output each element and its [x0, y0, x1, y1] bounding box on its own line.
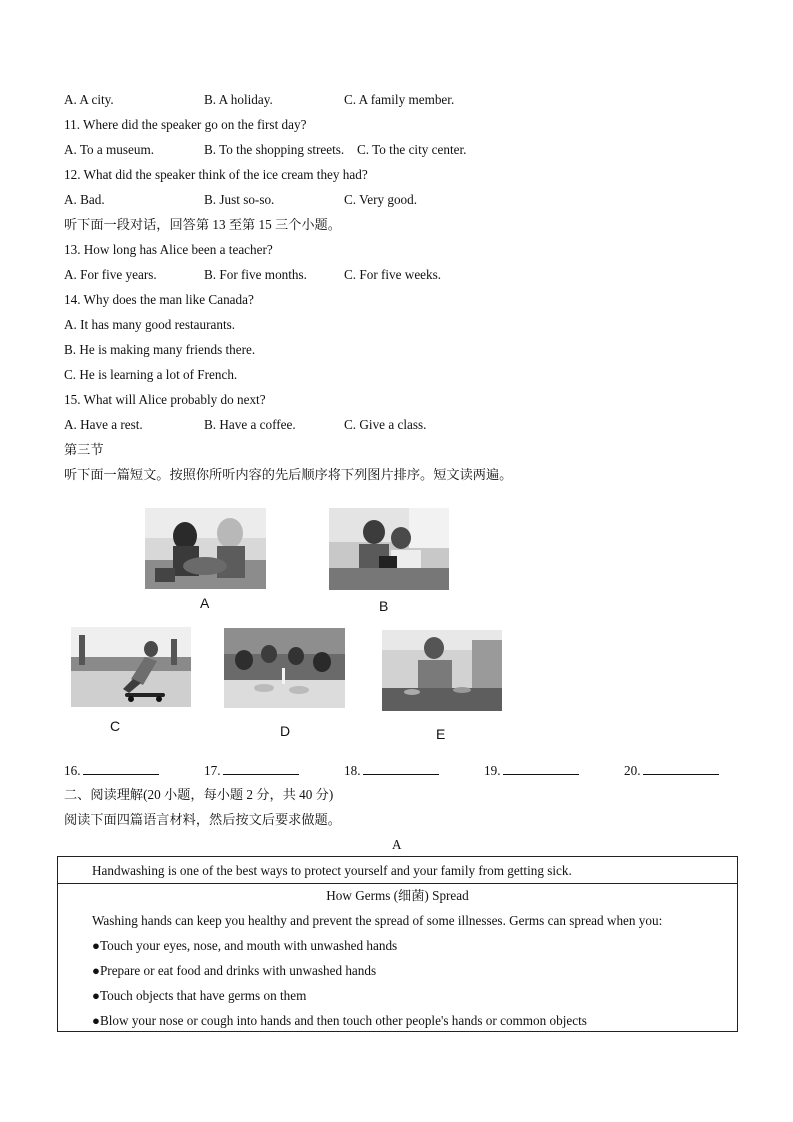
answer-blank-16-number: 16. — [64, 763, 81, 778]
section3-heading: 第三节 — [64, 442, 104, 457]
q12-question: 12. What did the speaker think of the ice cream they had? — [64, 167, 368, 182]
q13-option-b: B. For five months. — [204, 267, 307, 282]
passage-letter: A — [392, 837, 402, 852]
picture-e-man-cooking — [382, 630, 502, 711]
answer-blank-17-line[interactable] — [223, 762, 299, 775]
q15-option-c: C. Give a class. — [344, 417, 427, 432]
passage-divider — [58, 883, 737, 884]
q10-option-c: C. A family member. — [344, 92, 455, 107]
answer-blank-20-number: 20. — [624, 763, 641, 778]
q13-question: 13. How long has Alice been a teacher? — [64, 242, 273, 257]
picture-d-label: D — [280, 723, 291, 739]
q13-option-c: C. For five weeks. — [344, 267, 442, 282]
passage-lead: Washing hands can keep you healthy and prevent the spread of some illnesses. Germs can spread when you: — [92, 913, 663, 928]
picture-c-skateboarder — [71, 627, 191, 707]
q14-option-c: C. He is learning a lot of French. — [64, 367, 238, 382]
q12-option-c: C. Very good. — [344, 192, 418, 207]
answer-blank-16-line[interactable] — [83, 762, 159, 775]
passage-bullet-3: ●Touch objects that have germs on them — [92, 988, 307, 1003]
picture-b-label: B — [379, 598, 389, 614]
passage-intro: Handwashing is one of the best ways to protect yourself and your family from getting sick. — [92, 863, 572, 878]
answer-blank-17[interactable] — [204, 762, 299, 779]
q13-option-a: A. For five years. — [64, 267, 157, 282]
answer-blank-18-number: 18. — [344, 763, 361, 778]
section3-instruction: 听下面一篇短文。按照你所听内容的先后顺序将下列图片排序。短文读两遍。 — [64, 467, 513, 482]
passage-bullet-4: ●Blow your nose or cough into hands and then touch other people's hands or common objects — [92, 1013, 587, 1028]
q11-option-c: C. To the city center. — [357, 142, 467, 157]
picture-c-label: C — [110, 718, 121, 734]
reading-instruction: 阅读下面四篇语言材料，然后按文后要求做题。 — [64, 812, 341, 827]
q14-question: 14. Why does the man like Canada? — [64, 292, 254, 307]
q15-option-a: A. Have a rest. — [64, 417, 143, 432]
passage-a-box — [57, 856, 738, 1032]
picture-a-friends-guitar — [145, 508, 266, 589]
passage-bullet-2: ●Prepare or eat food and drinks with unwashed hands — [92, 963, 377, 978]
q11-option-a: A. To a museum. — [64, 142, 155, 157]
q12-option-a: A. Bad. — [64, 192, 105, 207]
answer-blank-19-number: 19. — [484, 763, 501, 778]
answer-blank-18-line[interactable] — [363, 762, 439, 775]
q14-option-a: A. It has many good restaurants. — [64, 317, 236, 332]
picture-b-family-tablet — [329, 508, 449, 590]
answer-blank-18[interactable] — [344, 762, 439, 779]
answer-blank-19[interactable] — [484, 762, 579, 779]
q14-option-b: B. He is making many friends there. — [64, 342, 256, 357]
passage-bullet-1: ●Touch your eyes, nose, and mouth with unwashed hands — [92, 938, 398, 953]
dialogue-instruction: 听下面一段对话，回答第 13 至第 15 三个小题。 — [64, 217, 341, 232]
answer-blank-19-line[interactable] — [503, 762, 579, 775]
answer-blank-20-line[interactable] — [643, 762, 719, 775]
answer-blank-20[interactable] — [624, 762, 719, 779]
reading-heading: 二、阅读理解(20 小题，每小题 2 分，共 40 分) — [64, 787, 334, 802]
answer-blank-16[interactable] — [64, 762, 159, 779]
passage-title: How Germs (细菌) Spread — [326, 888, 469, 903]
q15-question: 15. What will Alice probably do next? — [64, 392, 266, 407]
q12-option-b: B. Just so-so. — [204, 192, 275, 207]
q11-question: 11. Where did the speaker go on the first day? — [64, 117, 307, 132]
answer-blank-17-number: 17. — [204, 763, 221, 778]
q11-option-b: B. To the shopping streets. — [204, 142, 345, 157]
picture-a-label: A — [200, 595, 210, 611]
q10-option-b: B. A holiday. — [204, 92, 273, 107]
picture-e-label: E — [436, 726, 446, 742]
q15-option-b: B. Have a coffee. — [204, 417, 296, 432]
picture-d-family-dinner — [224, 628, 345, 708]
q10-option-a: A. A city. — [64, 92, 114, 107]
